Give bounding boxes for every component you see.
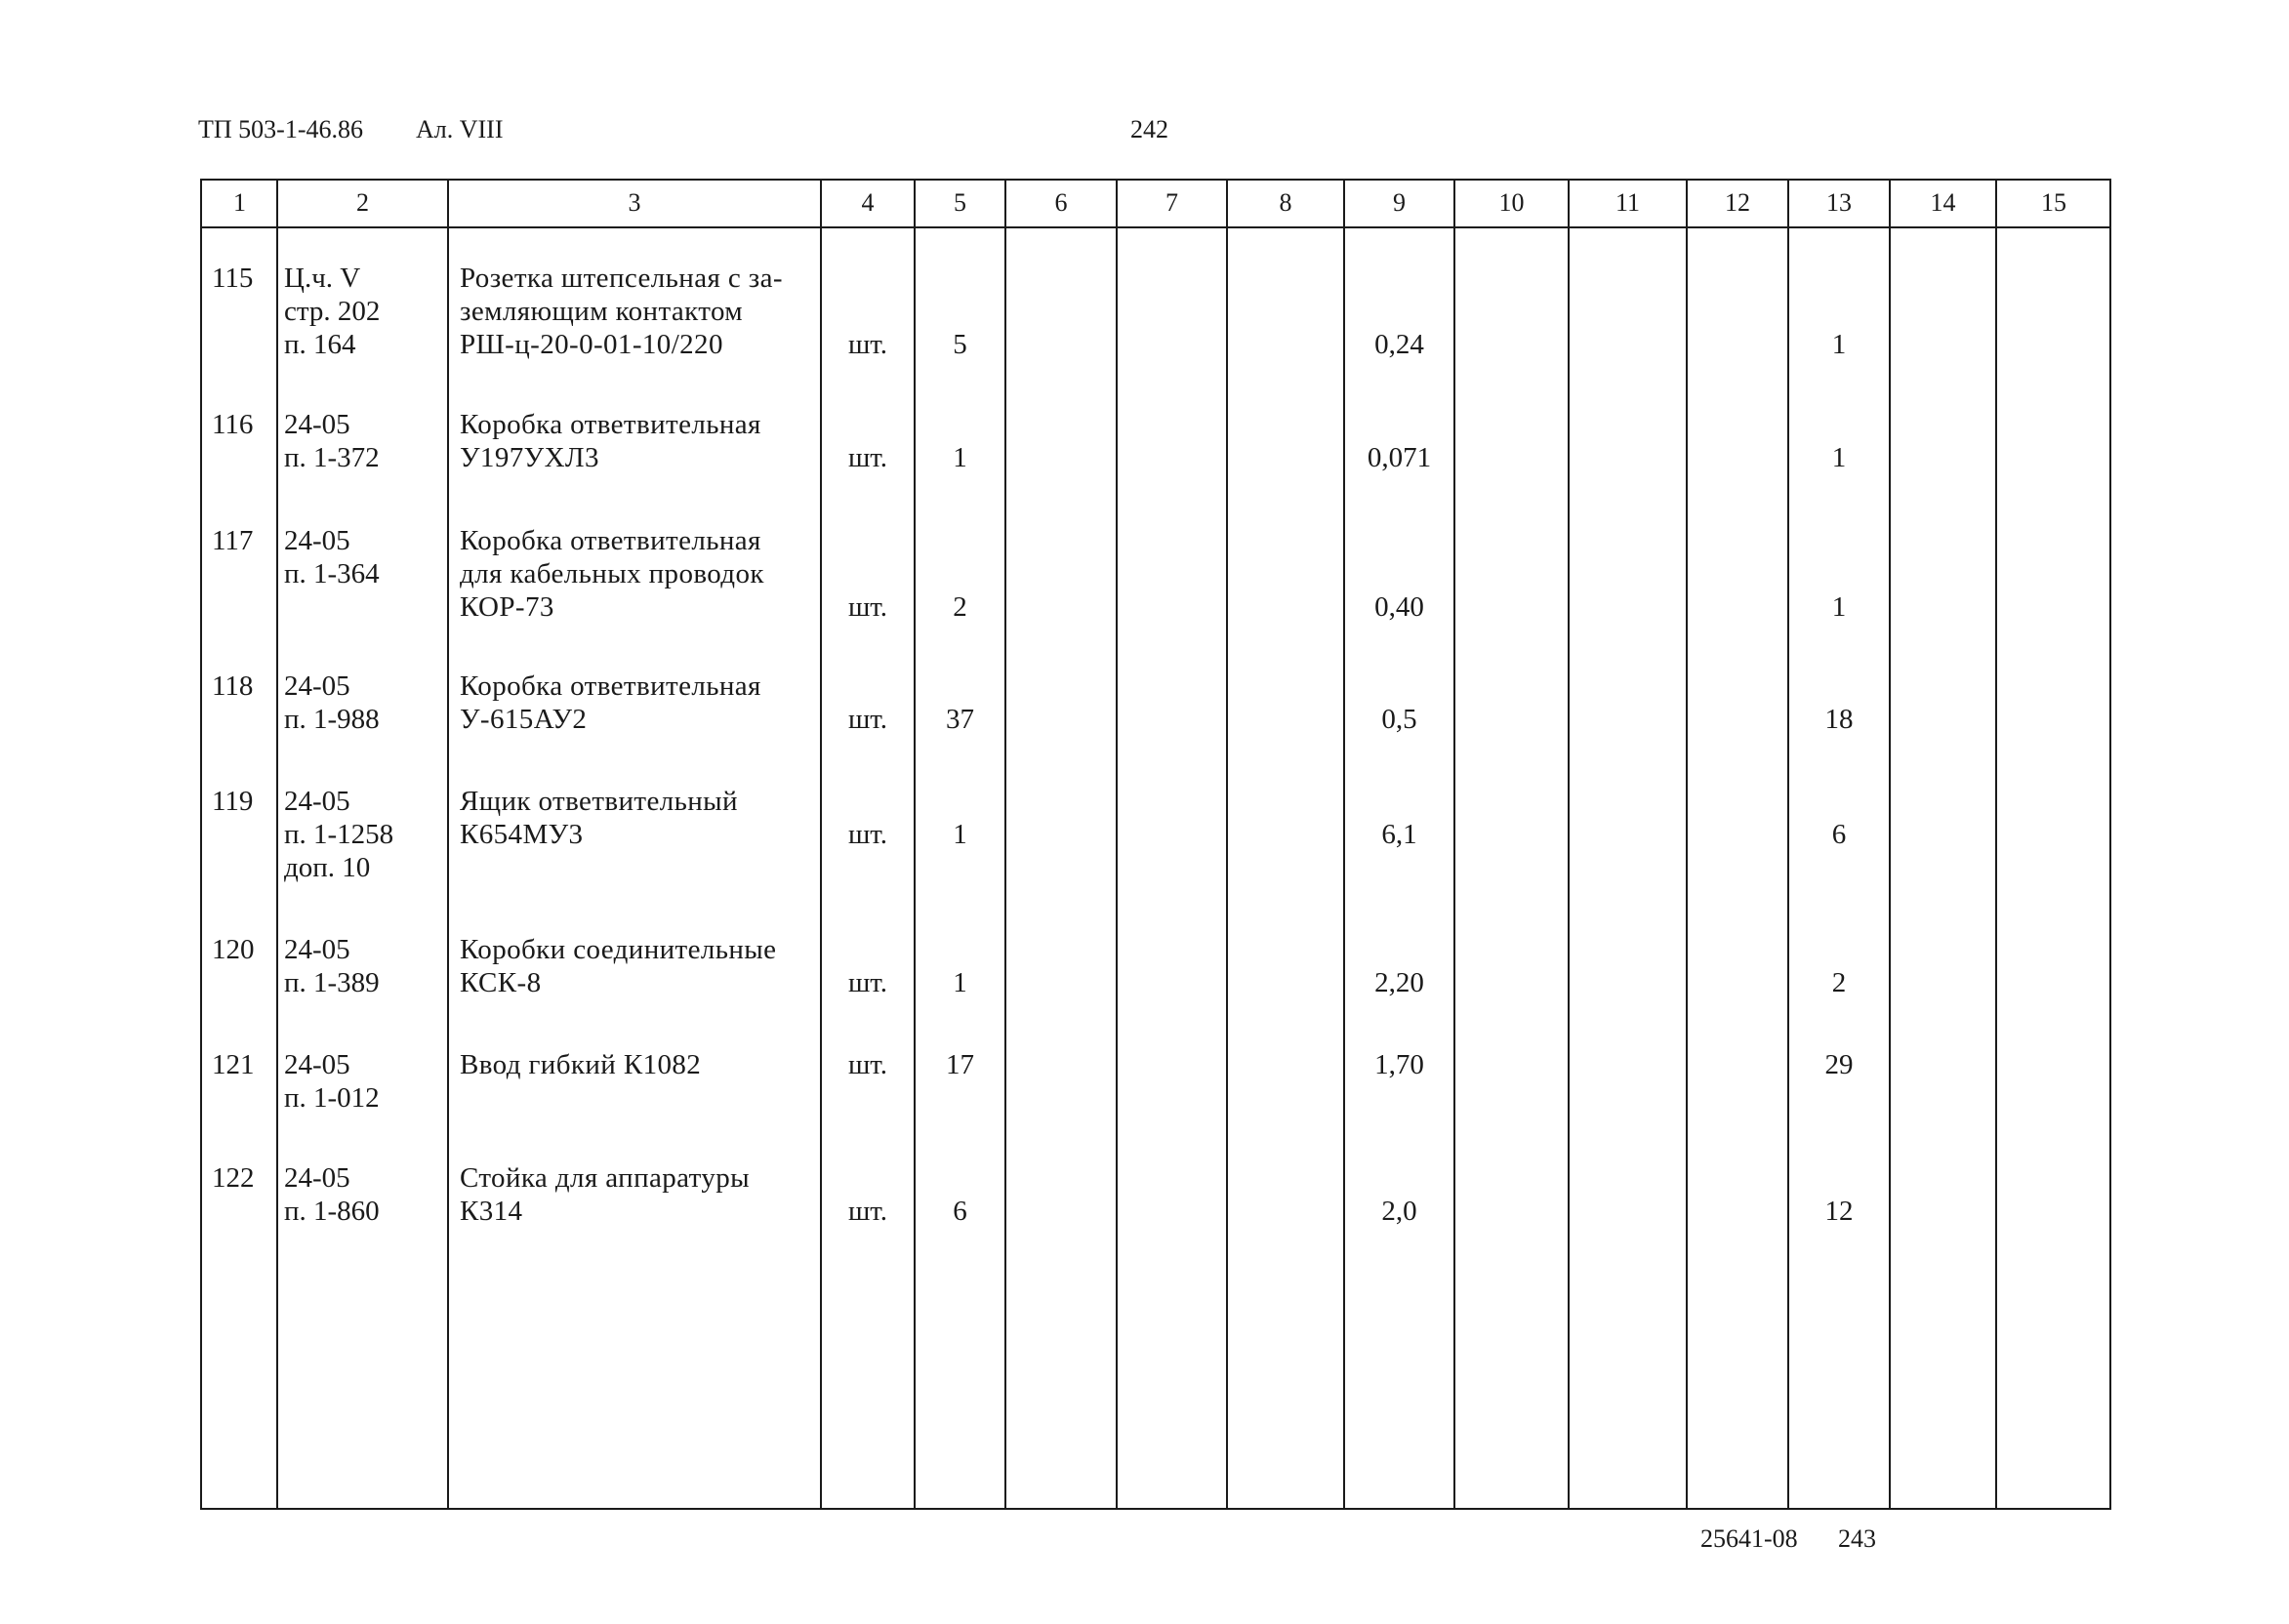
row-number: 116 <box>212 409 254 440</box>
reference-line: п. 164 <box>284 329 356 360</box>
item-name-line: Коробки соединительные <box>460 934 777 965</box>
column-9-value: 0,071 <box>1367 442 1432 473</box>
column-13-value: 12 <box>1824 1196 1854 1227</box>
column-9-value: 0,24 <box>1374 329 1424 360</box>
column-13-value: 29 <box>1824 1049 1854 1080</box>
reference-line: п. 1-988 <box>284 704 380 735</box>
item-name-line: Коробка ответвительная <box>460 670 761 702</box>
quantity-cell: 1 <box>953 442 967 473</box>
column-9-value: 2,20 <box>1374 967 1424 998</box>
column-divider <box>1226 181 1228 1508</box>
column-13-value: 1 <box>1831 591 1847 623</box>
reference-line: п. 1-364 <box>284 558 380 589</box>
row-number: 122 <box>212 1162 255 1194</box>
column-number-header: 2 <box>356 188 369 217</box>
row-number: 121 <box>212 1049 255 1080</box>
reference-line: 24-05 <box>284 934 350 965</box>
column-divider <box>1116 181 1118 1508</box>
column-number-header: 7 <box>1165 188 1178 217</box>
quantity-cell: 37 <box>946 704 974 735</box>
column-number-header: 1 <box>233 188 246 217</box>
column-number-header: 15 <box>2041 188 2066 217</box>
reference-line: 24-05 <box>284 1049 350 1080</box>
column-9-value: 1,70 <box>1374 1049 1424 1080</box>
row-number: 120 <box>212 934 255 965</box>
document-code: ТП 503-1-46.86 <box>198 115 363 143</box>
reference-line: п. 1-389 <box>284 967 380 998</box>
column-9-value: 0,5 <box>1381 704 1417 735</box>
item-name-line: земляющим контактом <box>460 296 744 327</box>
row-number: 118 <box>212 670 254 702</box>
page-number: 242 <box>1130 115 1168 143</box>
unit-cell: шт. <box>847 1196 888 1227</box>
column-13-value: 1 <box>1831 329 1847 360</box>
reference-line: 24-05 <box>284 670 350 702</box>
column-number-header: 11 <box>1615 188 1641 217</box>
item-name-line: РШ-ц-20-0-01-10/220 <box>460 329 723 360</box>
item-name-line: для кабельных проводок <box>460 558 764 589</box>
item-name-line: КОР-73 <box>460 591 554 623</box>
item-name-line: Ящик ответвительный <box>460 786 738 817</box>
item-name-line: К654МУ3 <box>460 819 584 850</box>
quantity-cell: 6 <box>953 1196 967 1227</box>
row-number: 115 <box>212 263 254 294</box>
quantity-cell: 17 <box>946 1049 974 1080</box>
item-name-line: Коробка ответвительная <box>460 525 761 556</box>
column-divider <box>447 181 449 1508</box>
row-number: 117 <box>212 525 254 556</box>
item-name-line: К314 <box>460 1196 523 1227</box>
column-13-value: 6 <box>1831 819 1847 850</box>
reference-line: доп. 10 <box>284 852 371 883</box>
reference-line: стр. 202 <box>284 296 381 327</box>
item-name-line: У197УХЛ3 <box>460 442 599 473</box>
row-number: 119 <box>212 786 254 817</box>
item-name-line: У-615АУ2 <box>460 704 588 735</box>
reference-line: 24-05 <box>284 1162 350 1194</box>
quantity-cell: 1 <box>953 819 967 850</box>
reference-line: п. 1-860 <box>284 1196 380 1227</box>
item-name-line: Розетка штепсельная с за- <box>460 263 783 294</box>
column-number-header: 5 <box>954 188 966 217</box>
album-number: Ал. VIII <box>416 115 504 143</box>
unit-cell: шт. <box>847 967 888 998</box>
column-13-value: 18 <box>1824 704 1854 735</box>
footer-document-code: 25641-08 <box>1700 1524 1798 1553</box>
column-divider <box>1995 181 1997 1508</box>
unit-cell: шт. <box>847 591 888 623</box>
column-number-header: 4 <box>861 188 875 217</box>
column-divider <box>276 181 278 1508</box>
column-number-header: 8 <box>1279 188 1292 217</box>
unit-cell: шт. <box>847 819 888 850</box>
header-divider <box>202 226 2109 228</box>
reference-line: 24-05 <box>284 525 350 556</box>
footer-page-number: 243 <box>1838 1524 1876 1553</box>
quantity-cell: 2 <box>953 591 967 623</box>
unit-cell: шт. <box>847 329 888 360</box>
specification-table <box>200 179 2111 1510</box>
column-number-header: 12 <box>1725 188 1750 217</box>
quantity-cell: 5 <box>953 329 967 360</box>
reference-line: п. 1-012 <box>284 1082 380 1114</box>
item-name-line: Коробка ответвительная <box>460 409 761 440</box>
column-number-header: 14 <box>1930 188 1956 217</box>
column-13-value: 2 <box>1831 967 1847 998</box>
item-name-line: Стойка для аппаратуры <box>460 1162 751 1194</box>
unit-cell: шт. <box>847 704 888 735</box>
column-13-value: 1 <box>1831 442 1847 473</box>
column-number-header: 6 <box>1054 188 1068 217</box>
column-divider <box>1568 181 1570 1508</box>
quantity-cell: 1 <box>953 967 967 998</box>
column-divider <box>1686 181 1688 1508</box>
column-number-header: 10 <box>1498 188 1525 217</box>
column-9-value: 0,40 <box>1374 591 1424 623</box>
column-number-header: 3 <box>628 188 641 217</box>
reference-line: п. 1-372 <box>284 442 380 473</box>
reference-line: 24-05 <box>284 409 350 440</box>
unit-cell: шт. <box>847 442 888 473</box>
column-9-value: 6,1 <box>1381 819 1417 850</box>
column-9-value: 2,0 <box>1381 1196 1417 1227</box>
column-number-header: 13 <box>1826 188 1852 217</box>
item-name-line: КСК-8 <box>460 967 542 998</box>
reference-line: Ц.ч. V <box>284 263 361 294</box>
unit-cell: шт. <box>847 1049 888 1080</box>
reference-line: 24-05 <box>284 786 350 817</box>
reference-line: п. 1-1258 <box>284 819 394 850</box>
column-number-header: 9 <box>1393 188 1406 217</box>
item-name-line: Ввод гибкий К1082 <box>460 1049 702 1080</box>
